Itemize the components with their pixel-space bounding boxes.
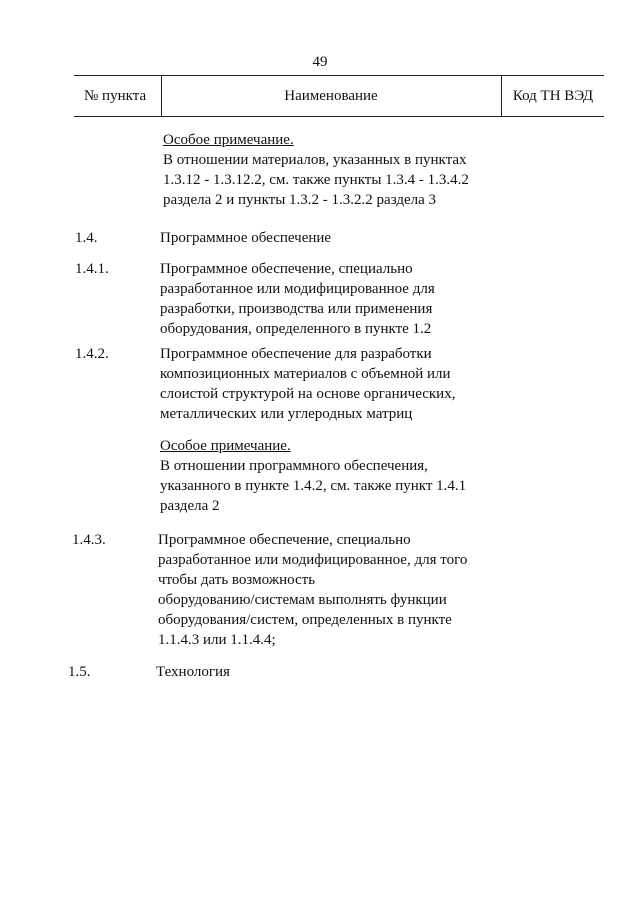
- item-line: композиционных материалов с объемной или: [160, 366, 451, 382]
- item-line: оборудования, определенного в пункте 1.2: [160, 321, 432, 337]
- header-code: Код ТН ВЭД: [512, 88, 594, 104]
- item-line: 1.1.4.3 или 1.1.4.4;: [158, 632, 276, 648]
- note-line: В отношении материалов, указанных в пунктах: [163, 152, 467, 168]
- item-text: [156, 662, 230, 682]
- item-line: разработки, производства или применения: [160, 301, 433, 317]
- page-number: 49: [312, 54, 328, 70]
- item-text: [160, 344, 455, 424]
- header-number: № пункта: [84, 88, 147, 104]
- item-text: [160, 259, 435, 339]
- item-line: оборудованию/системам выполнять функции: [158, 592, 447, 608]
- item-line: металлических или углеродных матриц: [160, 406, 413, 422]
- item-number: 1.4.: [75, 230, 98, 246]
- item-number: 1.4.1.: [75, 261, 109, 277]
- item-text: [158, 530, 467, 650]
- item-line: оборудования/систем, определенных в пункте: [158, 612, 452, 628]
- item-line: Программное обеспечение, специально: [160, 261, 413, 277]
- special-note: [160, 436, 466, 516]
- note-line: В отношении программного обеспечения,: [160, 458, 428, 474]
- header-name: Наименование: [284, 88, 378, 104]
- item-line: Технология: [156, 664, 230, 680]
- special-note: [163, 130, 469, 210]
- item-line: разработанное или модифицированное для: [160, 281, 435, 297]
- item-line: слоистой структурой на основе органических,: [160, 386, 456, 402]
- item-text: [160, 228, 331, 248]
- item-number: 1.4.2.: [75, 346, 109, 362]
- item-line: разработанное или модифицированное, для того: [158, 552, 468, 568]
- item-line: Программное обеспечение для разработки: [160, 346, 432, 362]
- item-number: 1.4.3.: [72, 532, 106, 548]
- note-line: раздела 2: [160, 498, 220, 514]
- note-line: раздела 2 и пункты 1.3.2 - 1.3.2.2 раздела 3: [163, 192, 437, 208]
- note-line: 1.3.12 - 1.3.12.2, см. также пункты 1.3.4 - 1.3.4.2: [163, 172, 469, 188]
- note-title: Особое примечание.: [160, 438, 291, 454]
- table-header: [74, 75, 604, 117]
- note-line: указанного в пункте 1.4.2, см. также пункт 1.4.1: [160, 478, 467, 494]
- item-line: Программное обеспечение, специально: [158, 532, 411, 548]
- item-number: 1.5.: [68, 664, 91, 680]
- item-line: чтобы дать возможность: [158, 572, 316, 588]
- item-line: Программное обеспечение: [160, 230, 332, 246]
- note-title: Особое примечание.: [163, 132, 294, 148]
